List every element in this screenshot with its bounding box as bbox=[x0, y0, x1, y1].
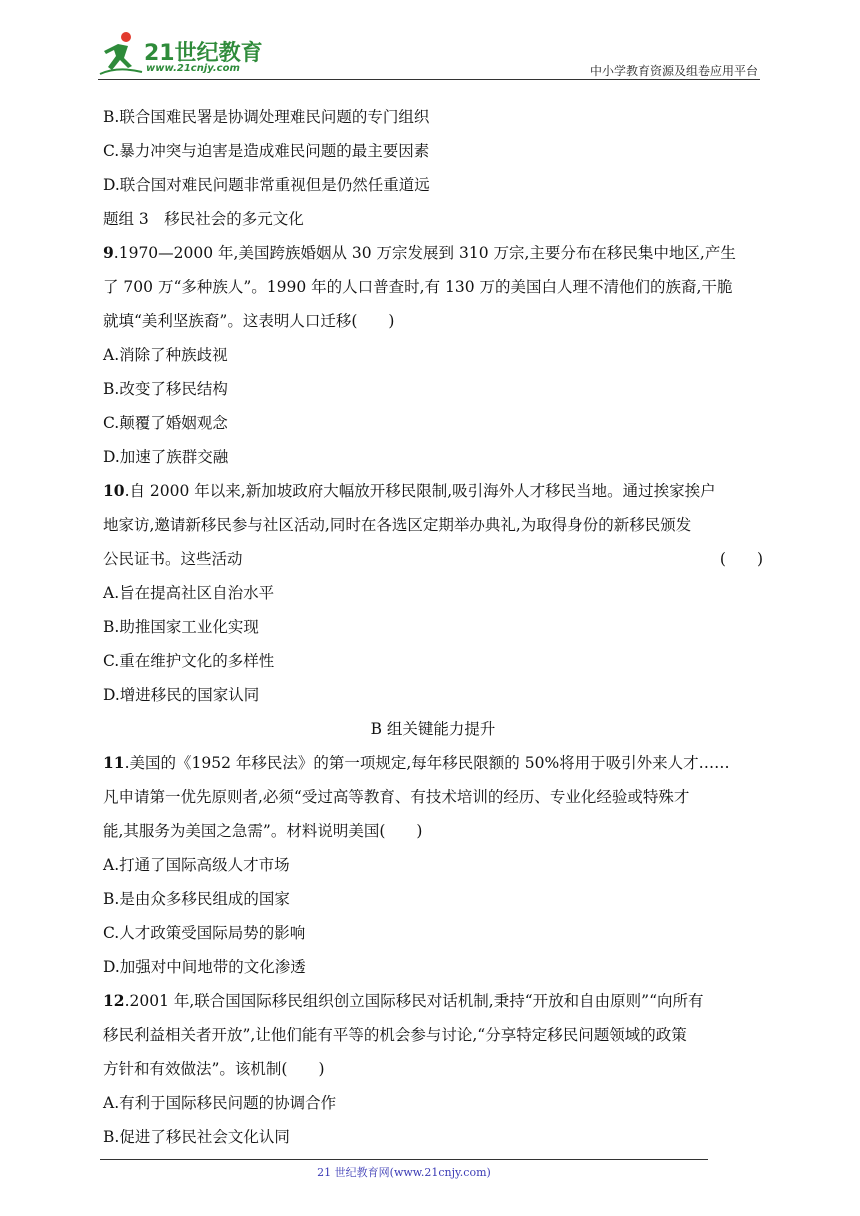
question-text: .1970—2000 年,美国跨族婚姻从 30 万宗发展到 310 万宗,主要分布在移民集中地区,产生 bbox=[113, 244, 736, 262]
option-line: C.暴力冲突与迫害是造成难民问题的最主要因素 bbox=[103, 142, 430, 160]
option-b: B.改变了移民结构 bbox=[103, 380, 228, 398]
option-a: A.旨在提高社区自治水平 bbox=[103, 584, 275, 602]
option-b: B.助推国家工业化实现 bbox=[103, 618, 259, 636]
question-text: .2001 年,联合国国际移民组织创立国际移民对话机制,秉持“开放和自由原则”“向所有 bbox=[124, 992, 704, 1010]
question-number: 12 bbox=[103, 991, 125, 1010]
option-b: B.是由众多移民组成的国家 bbox=[103, 890, 290, 908]
logo-url: www.21cnjy.com bbox=[146, 63, 240, 74]
question-10-line: 地家访,邀请新移民参与社区活动,同时在各选区定期举办典礼,为取得身份的新移民颁发 bbox=[103, 516, 692, 534]
question-12-line: 移民利益相关者开放”,让他们能有平等的机会参与讨论,“分享特定移民问题领域的政策 bbox=[103, 1026, 687, 1044]
question-text: 公民证书。这些活动 bbox=[103, 550, 243, 568]
question-text: .美国的《1952 年移民法》的第一项规定,每年移民限额的 50%将用于吸引外来人才…… bbox=[124, 754, 730, 772]
question-9-line: 就填“美利坚族裔”。这表明人口迁移( ) bbox=[103, 312, 395, 330]
question-12-line bbox=[103, 984, 763, 1018]
question-number: 11 bbox=[103, 753, 125, 772]
question-11-line bbox=[103, 746, 763, 780]
question-number: 9 bbox=[103, 243, 114, 262]
option-line: D.联合国对难民问题非常重视但是仍然任重道远 bbox=[103, 176, 430, 194]
option-c: C.颠覆了婚姻观念 bbox=[103, 414, 228, 432]
platform-name: 中小学教育资源及组卷应用平台 bbox=[589, 64, 758, 78]
question-content bbox=[103, 100, 763, 1154]
option-a: A.打通了国际高级人才市场 bbox=[103, 856, 290, 874]
option-d: D.加强对中间地带的文化渗透 bbox=[103, 958, 306, 976]
question-11-line: 凡申请第一优先原则者,必须“受过高等教育、有技术培训的经历、专业化经验或特殊才 bbox=[103, 788, 690, 806]
page-header bbox=[98, 30, 758, 80]
option-line: B.联合国难民署是协调处理难民问题的专门组织 bbox=[103, 108, 430, 126]
group-heading: 题组 3 移民社会的多元文化 bbox=[103, 210, 304, 228]
footer-link[interactable]: 21 世纪教育网(www.21cnjy.com) bbox=[317, 1166, 491, 1179]
question-10-line bbox=[103, 474, 763, 508]
question-11-line: 能,其服务为美国之急需”。材料说明美国( ) bbox=[103, 822, 423, 840]
site-logo bbox=[98, 30, 268, 80]
answer-blank: ( ) bbox=[719, 550, 763, 568]
option-c: C.重在维护文化的多样性 bbox=[103, 652, 275, 670]
runner-logo-icon bbox=[98, 30, 144, 78]
question-text: .自 2000 年以来,新加坡政府大幅放开移民限制,吸引海外人才移民当地。通过挨家挨户 bbox=[124, 482, 716, 500]
option-b: B.促进了移民社会文化认同 bbox=[103, 1128, 290, 1146]
question-9-line bbox=[103, 236, 763, 270]
option-a: A.消除了种族歧视 bbox=[103, 346, 228, 364]
option-c: C.人才政策受国际局势的影响 bbox=[103, 924, 306, 942]
section-heading: B 组关键能力提升 bbox=[370, 720, 496, 738]
question-9-line: 了 700 万“多种族人”。1990 年的人口普查时,有 130 万的美国白人理不清他们的族裔,干脆 bbox=[103, 278, 733, 296]
option-a: A.有利于国际移民问题的协调合作 bbox=[103, 1094, 337, 1112]
option-d: D.增进移民的国家认同 bbox=[103, 686, 260, 704]
question-10-line bbox=[103, 542, 763, 576]
option-d: D.加速了族群交融 bbox=[103, 448, 229, 466]
question-12-line: 方针和有效做法”。该机制( ) bbox=[103, 1060, 325, 1078]
question-number: 10 bbox=[103, 481, 125, 500]
logo-text: 21世纪教育 bbox=[144, 41, 263, 66]
footer-divider bbox=[100, 1159, 708, 1160]
header-divider bbox=[98, 79, 760, 80]
